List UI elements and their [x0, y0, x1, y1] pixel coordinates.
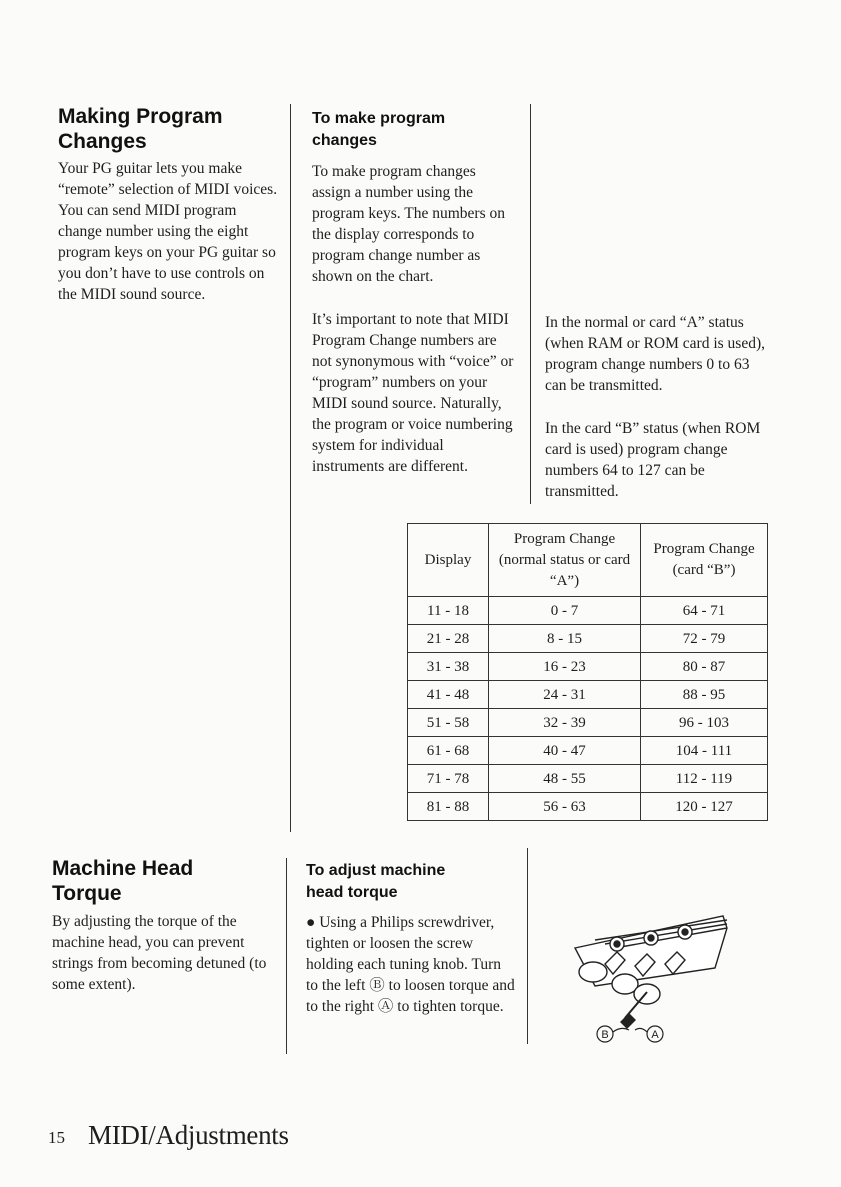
cell-normal-card-a: 16 - 23 — [489, 653, 641, 681]
cell-card-b: 120 - 127 — [641, 793, 768, 821]
table-body — [408, 597, 768, 821]
table-row — [408, 653, 768, 681]
intro-paragraph: Your PG guitar lets you make “remote” selection of MIDI voices. You can send MIDI program change number using the eight program keys on your PG guitar so you don’t have to use controls on the MIDI sound source. — [58, 160, 278, 303]
column-divider — [290, 104, 291, 832]
note-paragraph: It’s important to note that MIDI Program Change numbers are not synonymous with “voice” or “program” numbers on your MIDI sound source. Naturally, the program or voice numbering system for individual instruments are different. — [312, 311, 514, 475]
page-number: 15 — [48, 1128, 65, 1147]
cell-normal-card-a: 24 - 31 — [489, 681, 641, 709]
table-row — [408, 625, 768, 653]
column-divider-4 — [527, 848, 528, 1044]
cell-card-b: 80 - 87 — [641, 653, 768, 681]
section-heading-program-changes: Making Program Changes — [58, 105, 223, 153]
cell-display: 11 - 18 — [408, 597, 489, 625]
cell-display: 71 - 78 — [408, 765, 489, 793]
cell-display: 61 - 68 — [408, 737, 489, 765]
cell-normal-card-a: 8 - 15 — [489, 625, 641, 653]
cell-display: 81 - 88 — [408, 793, 489, 821]
table-row — [408, 793, 768, 821]
status-a-paragraph: In the normal or card “A” status (when RAM or ROM card is used), program change numbers 0 to 63 can be transmitted. — [545, 314, 765, 394]
table-row — [408, 597, 768, 625]
cell-card-b: 104 - 111 — [641, 737, 768, 765]
cell-display: 31 - 38 — [408, 653, 489, 681]
table-row — [408, 681, 768, 709]
torque-instructions: ● Using a Philips screwdriver, tighten or loosen the screw holding each tuning knob. Turn to the left Ⓑ to loosen torque and to the right Ⓐ to tighten torque. — [306, 914, 515, 1015]
page-footer-title: MIDI/Adjustments — [88, 1120, 289, 1150]
label-b: B — [601, 1029, 609, 1041]
cell-normal-card-a: 0 - 7 — [489, 597, 641, 625]
cell-display: 21 - 28 — [408, 625, 489, 653]
cell-card-b: 72 - 79 — [641, 625, 768, 653]
cell-display: 51 - 58 — [408, 709, 489, 737]
header-card-b: Program Change (card “B”) — [641, 524, 768, 597]
cell-normal-card-a: 40 - 47 — [489, 737, 641, 765]
table-row — [408, 709, 768, 737]
program-change-table — [407, 523, 768, 821]
cell-normal-card-a: 32 - 39 — [489, 709, 641, 737]
cell-card-b: 88 - 95 — [641, 681, 768, 709]
status-b-paragraph: In the card “B” status (when ROM card is used) program change numbers 64 to 127 can be transmitted. — [545, 420, 761, 500]
subheading-make-program-changes: To make program changes — [312, 110, 446, 149]
table-row — [408, 765, 768, 793]
column-divider-3 — [286, 858, 287, 1054]
header-display: Display — [408, 524, 489, 597]
cell-card-b: 112 - 119 — [641, 765, 768, 793]
header-normal-card-a: Program Change (normal status or card “A”) — [489, 524, 641, 597]
table-row — [408, 737, 768, 765]
section-heading-machine-head-torque: Machine Head Torque — [52, 857, 194, 905]
cell-card-b: 64 - 71 — [641, 597, 768, 625]
machine-head-illustration — [555, 908, 735, 1048]
subheading-adjust-machine-head: To adjust machine head torque — [306, 862, 446, 901]
table-header-row — [408, 524, 768, 597]
instructions-paragraph: To make program changes assign a number using the program keys. The numbers on the display corresponds to program change number as shown on the chart. — [312, 163, 505, 285]
label-a: A — [651, 1029, 659, 1041]
cell-card-b: 96 - 103 — [641, 709, 768, 737]
torque-intro-paragraph: By adjusting the torque of the machine head, you can prevent strings from becoming detuned (to some extent). — [52, 913, 267, 993]
cell-display: 41 - 48 — [408, 681, 489, 709]
column-divider-2 — [530, 104, 531, 504]
cell-normal-card-a: 56 - 63 — [489, 793, 641, 821]
cell-normal-card-a: 48 - 55 — [489, 765, 641, 793]
